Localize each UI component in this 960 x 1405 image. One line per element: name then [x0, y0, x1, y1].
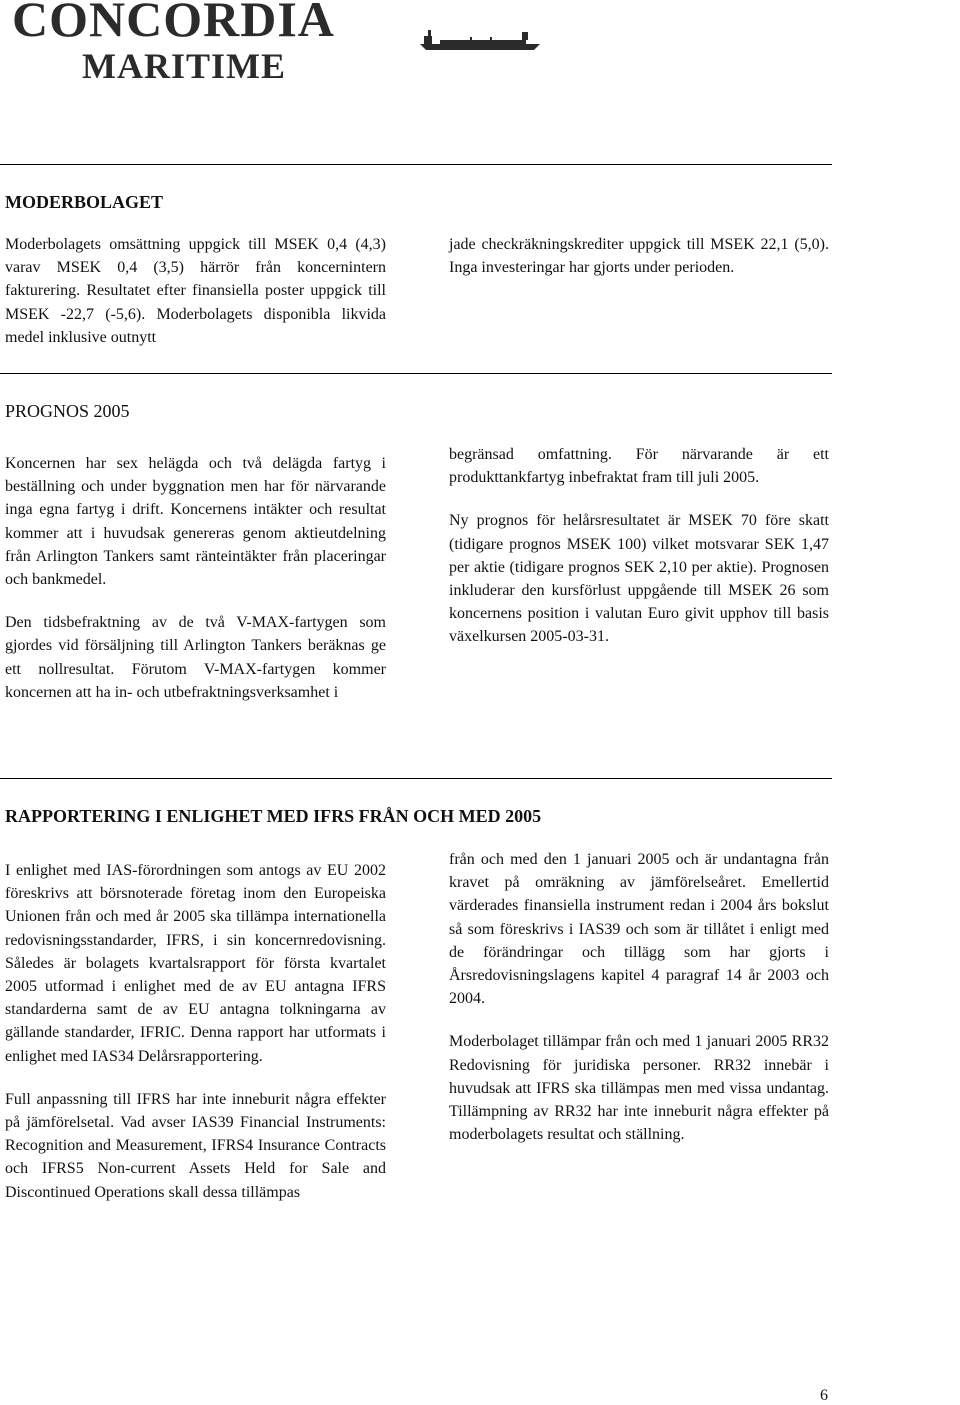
prognos-right-column — [449, 443, 829, 649]
ifrs-left-column — [5, 859, 386, 1204]
moderbolaget-right-column — [449, 233, 829, 279]
paragraph: Den tidsbefraktning av de två V-MAX-fartygen som gjordes vid försäljning till Arlington Tankers beräknas ge ett nollresultat. Förutom V-MAX-fartygen kommer koncernen att ha in- och utbefraktningsverksamhet i — [5, 614, 386, 701]
divider — [0, 373, 832, 374]
paragraph: begränsad omfattning. För närvarande är ett produkttankfartyg inbefraktat fram till juli 2005. — [449, 446, 829, 487]
paragraph: Ny prognos för helårsresultatet är MSEK 70 före skatt (tidigare prognos MSEK 100) vilket motsvarar SEK 1,47 per aktie (tidigare prognos SEK 2,10 per aktie). Prognosen inkluderar den kursförlust uppgående till MSEK 26 som koncernens position i valutan Euro givit upphov till basis växelkursen 2005-03-31. — [449, 512, 829, 646]
paragraph: från och med den 1 januari 2005 och är undantagna från kravet på omräkning av jämförelseåret. Emellertid värderades finansiella instrument redan i 2004 års bokslut så som föreskrivs i IAS39 och som är tillåtet i enligt med de förändringar och tillägg som har gjorts i Årsredovisningslagens kapitel 4 paragraf 14 år 2003 och 2004. — [449, 851, 829, 1008]
section-title-ifrs: RAPPORTERING I ENLIGHET MED IFRS FRÅN OCH MED 2005 — [5, 806, 542, 826]
divider — [0, 778, 832, 779]
paragraph: jade checkräkningskrediter uppgick till MSEK 22,1 (5,0). Inga investeringar har gjorts under perioden. — [449, 236, 829, 277]
company-logo — [10, 0, 570, 95]
divider — [0, 164, 832, 165]
paragraph: Moderbolagets omsättning uppgick till MSEK 0,4 (4,3) varav MSEK 0,4 (3,5) härrör från koncernintern fakturering. Resultatet efter finansiella poster uppgick till MSEK -22,7 (-5,6). Moderbolagets disponibla likvida medel inklusive outnytt — [5, 236, 386, 346]
paragraph: Koncernen har sex helägda och två delägda fartyg i beställning och under byggnation men har för närvarande inga egna fartyg i drift. Koncernens intäkter och resultat kommer att i huvudsak genereras genom aktieutdelning från Arlington Tankers samt ränteintäkter från placeringar och bankmedel. — [5, 455, 386, 589]
ifrs-right-column — [449, 848, 829, 1146]
prognos-left-column — [5, 452, 386, 704]
ship-icon — [410, 22, 550, 52]
paragraph: Full anpassning till IFRS har inte inneburit några effekter på jämförelsetal. Vad avser IAS39 Financial Instruments: Recognition and Measurement, IFRS4 Insurance Contracts och IFRS5 Non-current Assets Held for Sale and Discontinued Operations skall dessa tillämpas — [5, 1090, 386, 1201]
paragraph: I enlighet med IAS-förordningen som antogs av EU 2002 föreskrivs att börsnoterade företag inom den Europeiska Unionen från och med år 2005 ska tillämpa internationella redovisningsstandarder, IFRS, i sin koncernredovisning. Således är bolagets kvartalsrapport för första kvartalet 2005 utformad i enlighet med de av EU antagna IFRS standarderna samt de av EU antagna tolkningarna av gällande standarder, IFRIC. Denna rapport har utformats i enlighet med IAS34 Delårsrapportering. — [5, 862, 386, 1065]
section-title-prognos: PROGNOS 2005 — [5, 401, 130, 421]
section-title-moderbolaget: MODERBOLAGET — [5, 192, 164, 212]
moderbolaget-left-column — [5, 233, 386, 349]
logo-wordmark-concordia: CONCORDIA — [12, 0, 335, 47]
paragraph: Moderbolaget tillämpar från och med 1 januari 2005 RR32 Redovisning för juridiska personer. RR32 innebär i huvudsak att IFRS ska tillämpas men med vissa undantag. Tillämpning av RR32 har inte inneburit några effekter på moderbolagets resultat och ställning. — [449, 1033, 829, 1144]
logo-wordmark-maritime: MARITIME — [82, 46, 286, 86]
page-number: 6 — [820, 1387, 828, 1404]
